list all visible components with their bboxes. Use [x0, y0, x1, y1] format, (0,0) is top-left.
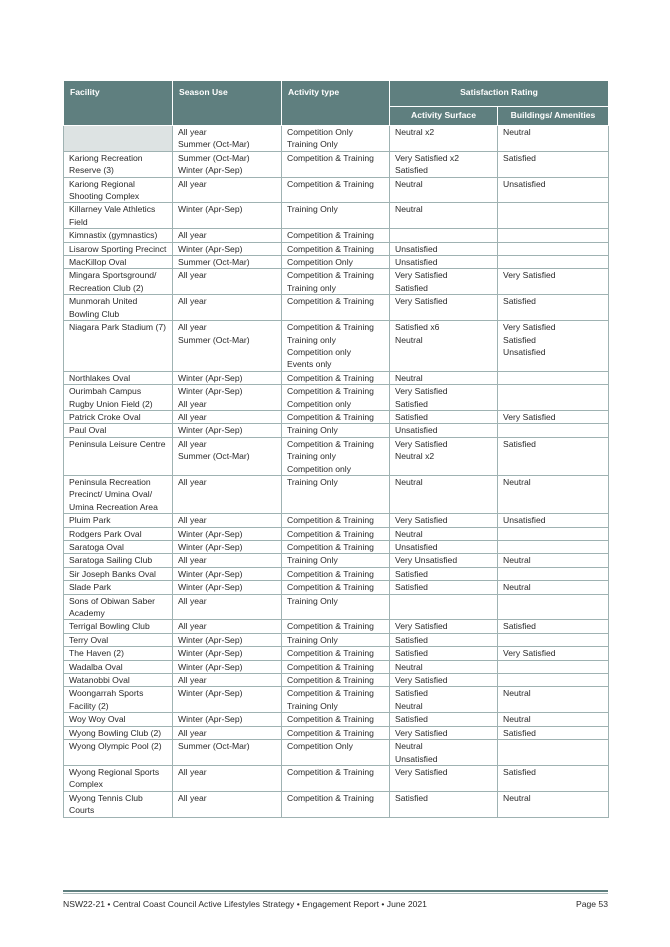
table-row: [64, 229, 609, 242]
cell-surface: Very Satisfied x2 Satisfied: [390, 151, 498, 177]
cell-activity: Competition & Training: [282, 581, 390, 594]
cell-season: Summer (Oct-Mar) Winter (Apr-Sep): [173, 151, 282, 177]
cell-season: All year: [173, 554, 282, 567]
cell-activity: Competition & Training Training only Competition only Events only: [282, 321, 390, 372]
cell-facility: Niagara Park Stadium (7): [64, 321, 173, 372]
cell-surface: Satisfied: [390, 713, 498, 726]
cell-activity: Competition & Training: [282, 177, 390, 203]
table-row: [64, 620, 609, 633]
cell-facility: Woy Woy Oval: [64, 713, 173, 726]
cell-surface: Neutral x2: [390, 126, 498, 152]
cell-surface: Unsatisfied: [390, 541, 498, 554]
header-activity-type: Activity type: [282, 81, 390, 126]
header-season-use: Season Use: [173, 81, 282, 126]
cell-surface: Neutral: [390, 177, 498, 203]
cell-facility: Killarney Vale Athletics Field: [64, 203, 173, 229]
table-row: [64, 475, 609, 513]
cell-surface: Neutral: [390, 660, 498, 673]
header-activity-surface: Activity Surface: [390, 107, 498, 126]
cell-facility: Kariong Regional Shooting Complex: [64, 177, 173, 203]
cell-activity: Competition & Training: [282, 726, 390, 739]
cell-activity: Competition & Training Training Only: [282, 687, 390, 713]
cell-buildings: [498, 567, 609, 580]
table-row: [64, 126, 609, 152]
table-row: [64, 256, 609, 269]
cell-season: All year: [173, 765, 282, 791]
table-row: [64, 740, 609, 766]
cell-buildings: [498, 371, 609, 384]
cell-season: Summer (Oct-Mar): [173, 256, 282, 269]
cell-facility: Terry Oval: [64, 633, 173, 646]
cell-facility: Sons of Obiwan Saber Academy: [64, 594, 173, 620]
cell-season: Winter (Apr-Sep): [173, 633, 282, 646]
cell-facility: Munmorah United Bowling Club: [64, 295, 173, 321]
table-row: [64, 647, 609, 660]
cell-buildings: [498, 740, 609, 766]
table-row: [64, 594, 609, 620]
cell-activity: Competition & Training Competition only: [282, 385, 390, 411]
footer-rule: [63, 890, 608, 892]
cell-season: Winter (Apr-Sep) All year: [173, 385, 282, 411]
cell-buildings: Satisfied: [498, 620, 609, 633]
cell-activity: Competition & Training: [282, 514, 390, 527]
cell-facility: Wyong Regional Sports Complex: [64, 765, 173, 791]
table-row: [64, 527, 609, 540]
cell-buildings: Satisfied: [498, 437, 609, 475]
cell-buildings: Satisfied: [498, 726, 609, 739]
cell-season: Winter (Apr-Sep): [173, 371, 282, 384]
table-row: [64, 687, 609, 713]
cell-season: All year: [173, 177, 282, 203]
cell-season: Winter (Apr-Sep): [173, 647, 282, 660]
cell-surface: Satisfied: [390, 581, 498, 594]
table-row: [64, 410, 609, 423]
table-row: [64, 713, 609, 726]
cell-buildings: Very Satisfied: [498, 647, 609, 660]
cell-facility: Ourimbah Campus Rugby Union Field (2): [64, 385, 173, 411]
cell-surface: Satisfied: [390, 410, 498, 423]
table-row: [64, 660, 609, 673]
cell-buildings: Neutral: [498, 126, 609, 152]
table-body: [64, 126, 609, 818]
cell-activity: Competition & Training: [282, 660, 390, 673]
table-row: [64, 295, 609, 321]
table-row: [64, 765, 609, 791]
cell-facility: Peninsula Leisure Centre: [64, 437, 173, 475]
cell-buildings: Unsatisfied: [498, 514, 609, 527]
cell-activity: Competition & Training: [282, 620, 390, 633]
cell-season: Winter (Apr-Sep): [173, 424, 282, 437]
cell-surface: Very Satisfied: [390, 620, 498, 633]
cell-buildings: [498, 385, 609, 411]
header-buildings-amenities: Buildings/ Amenities: [498, 107, 609, 126]
cell-buildings: Very Satisfied Satisfied Unsatisfied: [498, 321, 609, 372]
cell-activity: Competition & Training: [282, 410, 390, 423]
cell-activity: Training Only: [282, 554, 390, 567]
cell-surface: Neutral: [390, 371, 498, 384]
cell-buildings: Neutral: [498, 687, 609, 713]
cell-buildings: [498, 527, 609, 540]
cell-season: All year Summer (Oct-Mar): [173, 437, 282, 475]
cell-buildings: Neutral: [498, 554, 609, 567]
cell-season: All year: [173, 410, 282, 423]
cell-facility: MacKillop Oval: [64, 256, 173, 269]
cell-activity: Training Only: [282, 203, 390, 229]
cell-surface: Neutral Unsatisfied: [390, 740, 498, 766]
cell-buildings: Satisfied: [498, 295, 609, 321]
cell-season: Winter (Apr-Sep): [173, 660, 282, 673]
cell-facility: Kariong Recreation Reserve (3): [64, 151, 173, 177]
table-row: [64, 242, 609, 255]
cell-buildings: [498, 242, 609, 255]
cell-facility: Northlakes Oval: [64, 371, 173, 384]
cell-activity: Competition & Training: [282, 229, 390, 242]
cell-surface: Very Satisfied: [390, 726, 498, 739]
cell-facility: Pluim Park: [64, 514, 173, 527]
cell-season: All year: [173, 674, 282, 687]
cell-season: All year: [173, 229, 282, 242]
cell-surface: [390, 229, 498, 242]
table-row: [64, 541, 609, 554]
cell-season: Winter (Apr-Sep): [173, 527, 282, 540]
page-number: Page 53: [575, 899, 608, 909]
cell-buildings: Satisfied: [498, 151, 609, 177]
cell-season: Winter (Apr-Sep): [173, 713, 282, 726]
cell-surface: Satisfied x6 Neutral: [390, 321, 498, 372]
cell-surface: Very Satisfied Satisfied: [390, 385, 498, 411]
table-row: [64, 385, 609, 411]
cell-surface: Unsatisfied: [390, 256, 498, 269]
cell-activity: Competition & Training: [282, 242, 390, 255]
facility-satisfaction-table: [63, 80, 609, 818]
cell-buildings: [498, 633, 609, 646]
cell-season: Winter (Apr-Sep): [173, 242, 282, 255]
cell-activity: Training Only: [282, 424, 390, 437]
cell-facility: Patrick Croke Oval: [64, 410, 173, 423]
cell-surface: [390, 594, 498, 620]
cell-surface: Neutral: [390, 475, 498, 513]
cell-season: All year Summer (Oct-Mar): [173, 126, 282, 152]
cell-buildings: [498, 229, 609, 242]
cell-facility: Mingara Sportsground/ Recreation Club (2): [64, 269, 173, 295]
header-satisfaction-rating: Satisfaction Rating: [390, 81, 609, 107]
cell-activity: Competition & Training: [282, 541, 390, 554]
table-row: [64, 321, 609, 372]
cell-season: All year: [173, 514, 282, 527]
cell-buildings: [498, 594, 609, 620]
cell-facility: Woongarrah Sports Facility (2): [64, 687, 173, 713]
cell-buildings: [498, 203, 609, 229]
cell-season: All year: [173, 594, 282, 620]
cell-buildings: Very Satisfied: [498, 269, 609, 295]
cell-facility: Saratoga Sailing Club: [64, 554, 173, 567]
cell-activity: Competition & Training: [282, 371, 390, 384]
cell-activity: Competition & Training: [282, 567, 390, 580]
cell-season: Summer (Oct-Mar): [173, 740, 282, 766]
cell-facility: Terrigal Bowling Club: [64, 620, 173, 633]
cell-facility: Peninsula Recreation Precinct/ Umina Oval/ Umina Recreation Area: [64, 475, 173, 513]
cell-buildings: [498, 660, 609, 673]
cell-surface: Very Satisfied: [390, 514, 498, 527]
cell-buildings: Neutral: [498, 581, 609, 594]
cell-facility: Wyong Olympic Pool (2): [64, 740, 173, 766]
cell-activity: Competition & Training: [282, 647, 390, 660]
cell-activity: Training Only: [282, 475, 390, 513]
cell-surface: Unsatisfied: [390, 242, 498, 255]
cell-surface: Very Unsatisfied: [390, 554, 498, 567]
table-row: [64, 674, 609, 687]
cell-activity: Competition & Training: [282, 527, 390, 540]
footer-text: NSW22-21 • Central Coast Council Active Lifestyles Strategy • Engagement Report • June 2021: [63, 899, 427, 909]
cell-facility: [64, 126, 173, 152]
cell-buildings: [498, 256, 609, 269]
cell-buildings: Very Satisfied: [498, 410, 609, 423]
table-row: [64, 437, 609, 475]
cell-season: All year: [173, 295, 282, 321]
cell-activity: Competition & Training: [282, 713, 390, 726]
cell-buildings: [498, 674, 609, 687]
cell-facility: Wyong Tennis Club Courts: [64, 791, 173, 817]
cell-activity: Competition & Training: [282, 791, 390, 817]
cell-season: All year: [173, 475, 282, 513]
cell-activity: Competition Only Training Only: [282, 126, 390, 152]
cell-activity: Competition & Training Training only: [282, 269, 390, 295]
cell-season: All year: [173, 726, 282, 739]
cell-facility: Saratoga Oval: [64, 541, 173, 554]
cell-activity: Competition & Training: [282, 151, 390, 177]
table-row: [64, 581, 609, 594]
table-row: [64, 151, 609, 177]
cell-activity: Competition & Training: [282, 295, 390, 321]
cell-surface: Unsatisfied: [390, 424, 498, 437]
cell-facility: Paul Oval: [64, 424, 173, 437]
cell-season: All year Summer (Oct-Mar): [173, 321, 282, 372]
cell-season: Winter (Apr-Sep): [173, 687, 282, 713]
cell-activity: Competition Only: [282, 740, 390, 766]
cell-surface: Satisfied: [390, 791, 498, 817]
cell-facility: Wadalba Oval: [64, 660, 173, 673]
cell-buildings: Neutral: [498, 791, 609, 817]
table-row: [64, 567, 609, 580]
cell-activity: Competition & Training Training only Competition only: [282, 437, 390, 475]
cell-surface: Satisfied: [390, 647, 498, 660]
cell-activity: Training Only: [282, 594, 390, 620]
cell-facility: Sir Joseph Banks Oval: [64, 567, 173, 580]
cell-surface: Very Satisfied Satisfied: [390, 269, 498, 295]
cell-buildings: Neutral: [498, 713, 609, 726]
footer-rule-thin: [63, 893, 608, 894]
cell-surface: Very Satisfied Neutral x2: [390, 437, 498, 475]
header-facility: Facility: [64, 81, 173, 126]
cell-facility: Slade Park: [64, 581, 173, 594]
table-row: [64, 633, 609, 646]
cell-activity: Competition Only: [282, 256, 390, 269]
cell-facility: Rodgers Park Oval: [64, 527, 173, 540]
cell-season: All year: [173, 620, 282, 633]
cell-activity: Training Only: [282, 633, 390, 646]
table-row: [64, 554, 609, 567]
cell-season: All year: [173, 791, 282, 817]
cell-surface: Satisfied: [390, 633, 498, 646]
cell-facility: Lisarow Sporting Precinct: [64, 242, 173, 255]
cell-surface: Very Satisfied: [390, 765, 498, 791]
cell-season: Winter (Apr-Sep): [173, 581, 282, 594]
cell-surface: Neutral: [390, 527, 498, 540]
table-row: [64, 726, 609, 739]
cell-activity: Competition & Training: [282, 765, 390, 791]
table-row: [64, 514, 609, 527]
cell-buildings: Neutral: [498, 475, 609, 513]
cell-facility: The Haven (2): [64, 647, 173, 660]
cell-activity: Competition & Training: [282, 674, 390, 687]
cell-surface: Neutral: [390, 203, 498, 229]
cell-buildings: [498, 541, 609, 554]
table-row: [64, 203, 609, 229]
cell-facility: Wyong Bowling Club (2): [64, 726, 173, 739]
table-row: [64, 177, 609, 203]
cell-buildings: Satisfied: [498, 765, 609, 791]
cell-buildings: [498, 424, 609, 437]
cell-season: Winter (Apr-Sep): [173, 567, 282, 580]
table-row: [64, 371, 609, 384]
cell-season: All year: [173, 269, 282, 295]
cell-surface: Satisfied Neutral: [390, 687, 498, 713]
cell-facility: Watanobbi Oval: [64, 674, 173, 687]
table-row: [64, 269, 609, 295]
table-row: [64, 424, 609, 437]
cell-surface: Satisfied: [390, 567, 498, 580]
cell-surface: Very Satisfied: [390, 295, 498, 321]
table-row: [64, 791, 609, 817]
cell-buildings: Unsatisfied: [498, 177, 609, 203]
cell-facility: Kimnastix (gymnastics): [64, 229, 173, 242]
cell-season: Winter (Apr-Sep): [173, 541, 282, 554]
cell-season: Winter (Apr-Sep): [173, 203, 282, 229]
cell-surface: Very Satisfied: [390, 674, 498, 687]
